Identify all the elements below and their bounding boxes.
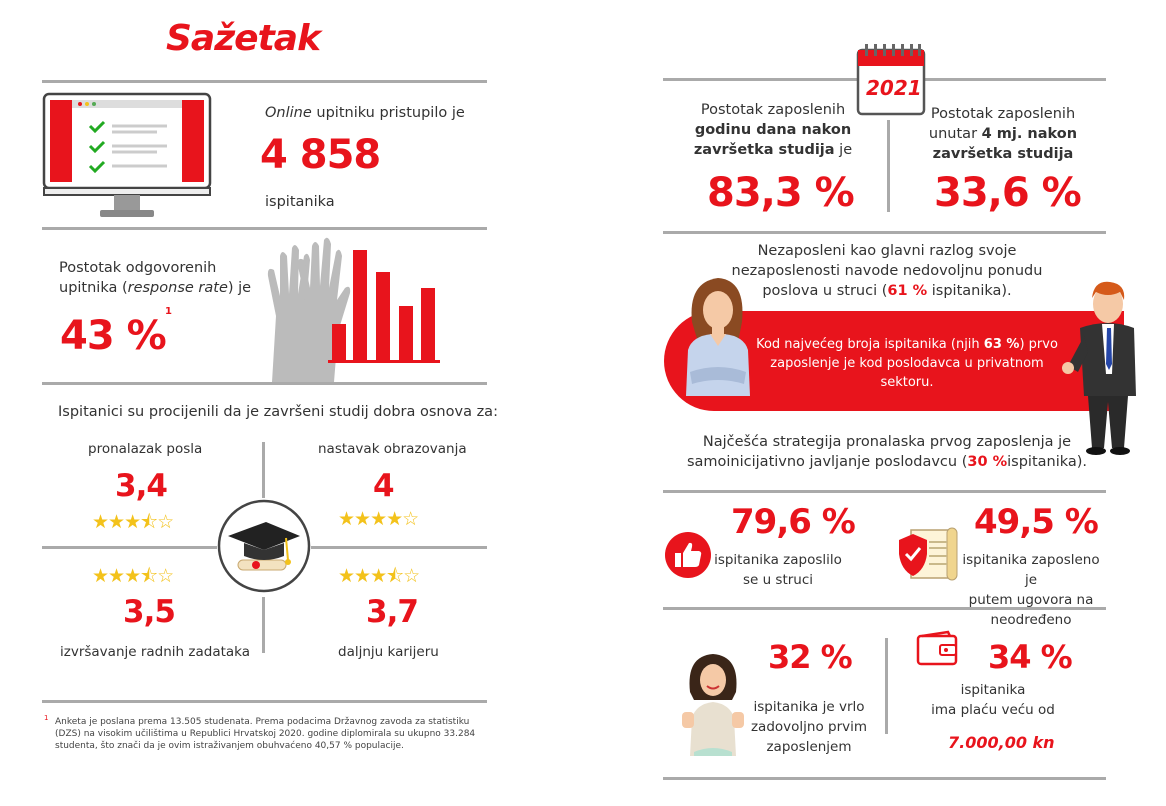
raised-hands-bar-illustration (262, 236, 442, 382)
graduation-cap-icon (216, 498, 312, 594)
divider (42, 80, 487, 83)
rating-label: izvršavanje radnih zadataka (60, 644, 251, 660)
divider (663, 231, 1106, 234)
divider (311, 546, 487, 549)
businesswoman-illustration (680, 272, 756, 396)
response-value: 43 % (60, 313, 166, 359)
divider (42, 227, 487, 230)
response-text: Postotak odgovorenih upitnika (response rate) je (59, 260, 252, 296)
footnote-mark: 1 (44, 714, 49, 722)
page-title: Sažetak (166, 18, 321, 59)
thumbs-up-icon (664, 531, 712, 579)
access-text: Online upitniku pristupilo je (265, 105, 465, 121)
employment-year-value: 83,3 % (707, 170, 854, 216)
strategy-text: Najčešća strategija pronalaska prvog zaposlenja je samoinicijativno javljanje poslodavcu (30 %ispitanika). (686, 434, 1088, 470)
salary-amount: 7.000,00 kn (948, 733, 1055, 752)
contract-shield-icon (895, 526, 961, 582)
satisfied-value: 32 % (768, 638, 852, 676)
wallet-icon (916, 630, 958, 666)
salary-value: 34 % (988, 638, 1072, 676)
satisfied-text: ispitanika je vrlo zadovoljno prvim zaposlenjem (750, 699, 868, 755)
divider (262, 597, 265, 653)
calendar-year: 2021 (866, 76, 922, 100)
contract-value: 49,5 % (974, 502, 1098, 542)
footnote-mark: 1 (165, 306, 172, 317)
profession-value: 79,6 % (731, 502, 855, 542)
divider (885, 638, 888, 734)
divider (42, 382, 487, 385)
rating-label: nastavak obrazovanja (318, 441, 467, 457)
divider (42, 700, 487, 703)
divider (663, 777, 1106, 780)
rating-intro: Ispitanici su procijenili da je završeni studij dobra osnova za: (58, 404, 498, 420)
rating-value: 3,4 (115, 468, 167, 504)
unemployment-text: Nezaposleni kao glavni razlog svoje nezaposlenosti navode nedovoljnu ponudu poslova u struci (61 % ispitanika). (731, 243, 1043, 299)
divider (663, 490, 1106, 493)
star-rating: ★★★⯪☆ (92, 565, 174, 587)
rating-value: 3,7 (366, 594, 418, 630)
star-rating: ★★★⯪☆ (338, 565, 420, 587)
profession-text: ispitanika zaposlilo se u struci (714, 552, 842, 588)
monitor-survey-icon (42, 92, 212, 222)
star-rating: ★★★★☆ (338, 508, 419, 530)
divider (262, 442, 265, 498)
contract-text: ispitanika zaposleno je putem ugovora na neodređeno (962, 552, 1100, 628)
rating-value: 4 (373, 468, 394, 504)
businessman-illustration (1058, 276, 1138, 456)
access-unit: ispitanika (265, 194, 335, 210)
satisfied-woman-illustration (680, 652, 746, 756)
rating-value: 3,5 (123, 594, 175, 630)
rating-label: daljnju karijeru (338, 644, 439, 660)
employment-4m-text: Postotak zaposlenih unutar 4 mj. nakon završetka studija (928, 106, 1078, 162)
rating-label: pronalazak posla (88, 441, 203, 457)
employment-year-text: Postotak zaposlenih godinu dana nakon završetka studija je (693, 102, 853, 158)
star-rating: ★★★⯪☆ (92, 511, 174, 533)
divider (42, 546, 217, 549)
footnote-text: Anketa je poslana prema 13.505 studenata. Prema podacima Državnog zavoda za statistiku (DZS) na visokim učilištima u Republici Hrvatskoj 2020. godine diplomirala su ukupno 33.284 studenta, što znači da je ovim istraživanjem obuhvaćeno 40,57 % populacije. (55, 717, 476, 751)
salary-text: ispitanika ima plaću veću od (931, 682, 1055, 718)
private-sector-text: Kod najvećeg broja ispitanika (njih 63 %) prvo zaposlenje je kod poslodavca u privatnom sektoru. (756, 337, 1058, 390)
divider (887, 120, 890, 212)
access-value: 4 858 (260, 132, 381, 178)
employment-4m-value: 33,6 % (934, 170, 1081, 216)
